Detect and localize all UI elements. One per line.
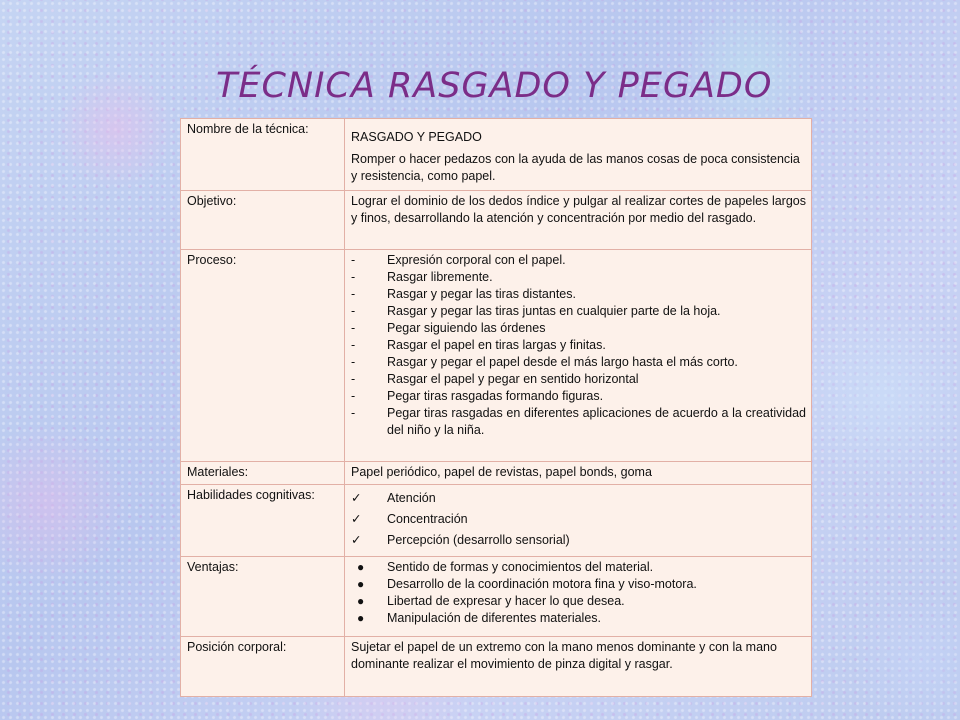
proceso-item: - Rasgar libremente. (351, 270, 493, 284)
proceso-item: - Rasgar el papel en tiras largas y finitas. (351, 338, 606, 352)
posicion-text: Sujetar el papel de un extremo con la mano menos dominante y con la mano dominante realizar el movimiento de pinza digital y rasgar. (345, 637, 812, 697)
check-icon: ✓ (351, 491, 362, 505)
technique-description: Romper o hacer pedazos con la ayuda de las manos cosas de poca consistencia y resistencia, como papel. (351, 152, 800, 183)
proceso-item: - Pegar tiras rasgadas en diferentes aplicaciones de acuerdo a la creatividad del niño y la niña. (351, 406, 806, 437)
proceso-item: - Rasgar y pegar el papel desde el más largo hasta el más corto. (351, 355, 738, 369)
proceso-list (351, 252, 806, 439)
materiales-text: Papel periódico, papel de revistas, papel bonds, goma (345, 462, 812, 485)
habilidades-list (351, 490, 806, 549)
proceso-item: - Pegar siguiendo las órdenes (351, 321, 546, 335)
row-materiales (181, 462, 812, 485)
cell-proceso (345, 250, 812, 462)
dash-marker: - (351, 321, 356, 335)
row-proceso (181, 250, 812, 462)
row-nombre (181, 119, 812, 191)
dash-marker: - (351, 389, 356, 403)
row-habilidades (181, 485, 812, 557)
dash-marker: - (351, 270, 356, 284)
label-nombre: Nombre de la técnica: (181, 119, 345, 191)
proceso-item: - Rasgar y pegar las tiras distantes. (351, 287, 576, 301)
row-ventajas (181, 557, 812, 637)
label-ventajas: Ventajas: (181, 557, 345, 637)
habilidad-item: ✓ Atención (351, 491, 436, 505)
row-posicion (181, 637, 812, 697)
proceso-item: - Expresión corporal con el papel. (351, 253, 566, 267)
label-materiales: Materiales: (181, 462, 345, 485)
check-icon: ✓ (351, 533, 362, 547)
proceso-item: - Rasgar y pegar las tiras juntas en cualquier parte de la hoja. (351, 304, 721, 318)
proceso-item: - Pegar tiras rasgadas formando figuras. (351, 389, 604, 403)
technique-name: RASGADO Y PEGADO (351, 130, 482, 144)
habilidad-item: ✓ Percepción (desarrollo sensorial) (351, 533, 570, 547)
dash-marker: - (351, 287, 356, 301)
bullet-dot-icon: ● (357, 594, 365, 608)
dash-marker: - (351, 304, 356, 318)
dash-marker: - (351, 406, 356, 420)
cell-ventajas (345, 557, 812, 637)
ventaja-item: ● Libertad de expresar y hacer lo que desea. (351, 593, 806, 610)
row-objetivo (181, 191, 812, 250)
check-icon: ✓ (351, 512, 362, 526)
objetivo-text: Lograr el dominio de los dedos índice y pulgar al realizar cortes de papeles largos y finos, desarrollando la atención y concentración por medio del rasgado. (345, 191, 812, 250)
dash-marker: - (351, 372, 356, 386)
ventaja-item: ● Sentido de formas y conocimientos del material. (351, 559, 806, 576)
bullet-dot-icon: ● (357, 611, 365, 625)
cell-habilidades (345, 485, 812, 557)
bullet-dot-icon: ● (357, 577, 365, 591)
dash-marker: - (351, 338, 356, 352)
ventajas-list (351, 559, 806, 627)
cell-nombre (345, 119, 812, 191)
proceso-item: - Rasgar el papel y pegar en sentido horizontal (351, 372, 639, 386)
ventaja-item: ● Manipulación de diferentes materiales. (351, 610, 806, 627)
slide-title: TÉCNICA RASGADO Y PEGADO (216, 66, 773, 106)
technique-table (180, 118, 812, 697)
bullet-dot-icon: ● (357, 560, 365, 574)
label-objetivo: Objetivo: (181, 191, 345, 250)
habilidad-item: ✓ Concentración (351, 512, 468, 526)
dash-marker: - (351, 355, 356, 369)
label-proceso: Proceso: (181, 250, 345, 462)
label-habilidades: Habilidades cognitivas: (181, 485, 345, 557)
ventaja-item: ● Desarrollo de la coordinación motora fina y viso-motora. (351, 576, 806, 593)
dash-marker: - (351, 253, 356, 267)
label-posicion: Posición corporal: (181, 637, 345, 697)
